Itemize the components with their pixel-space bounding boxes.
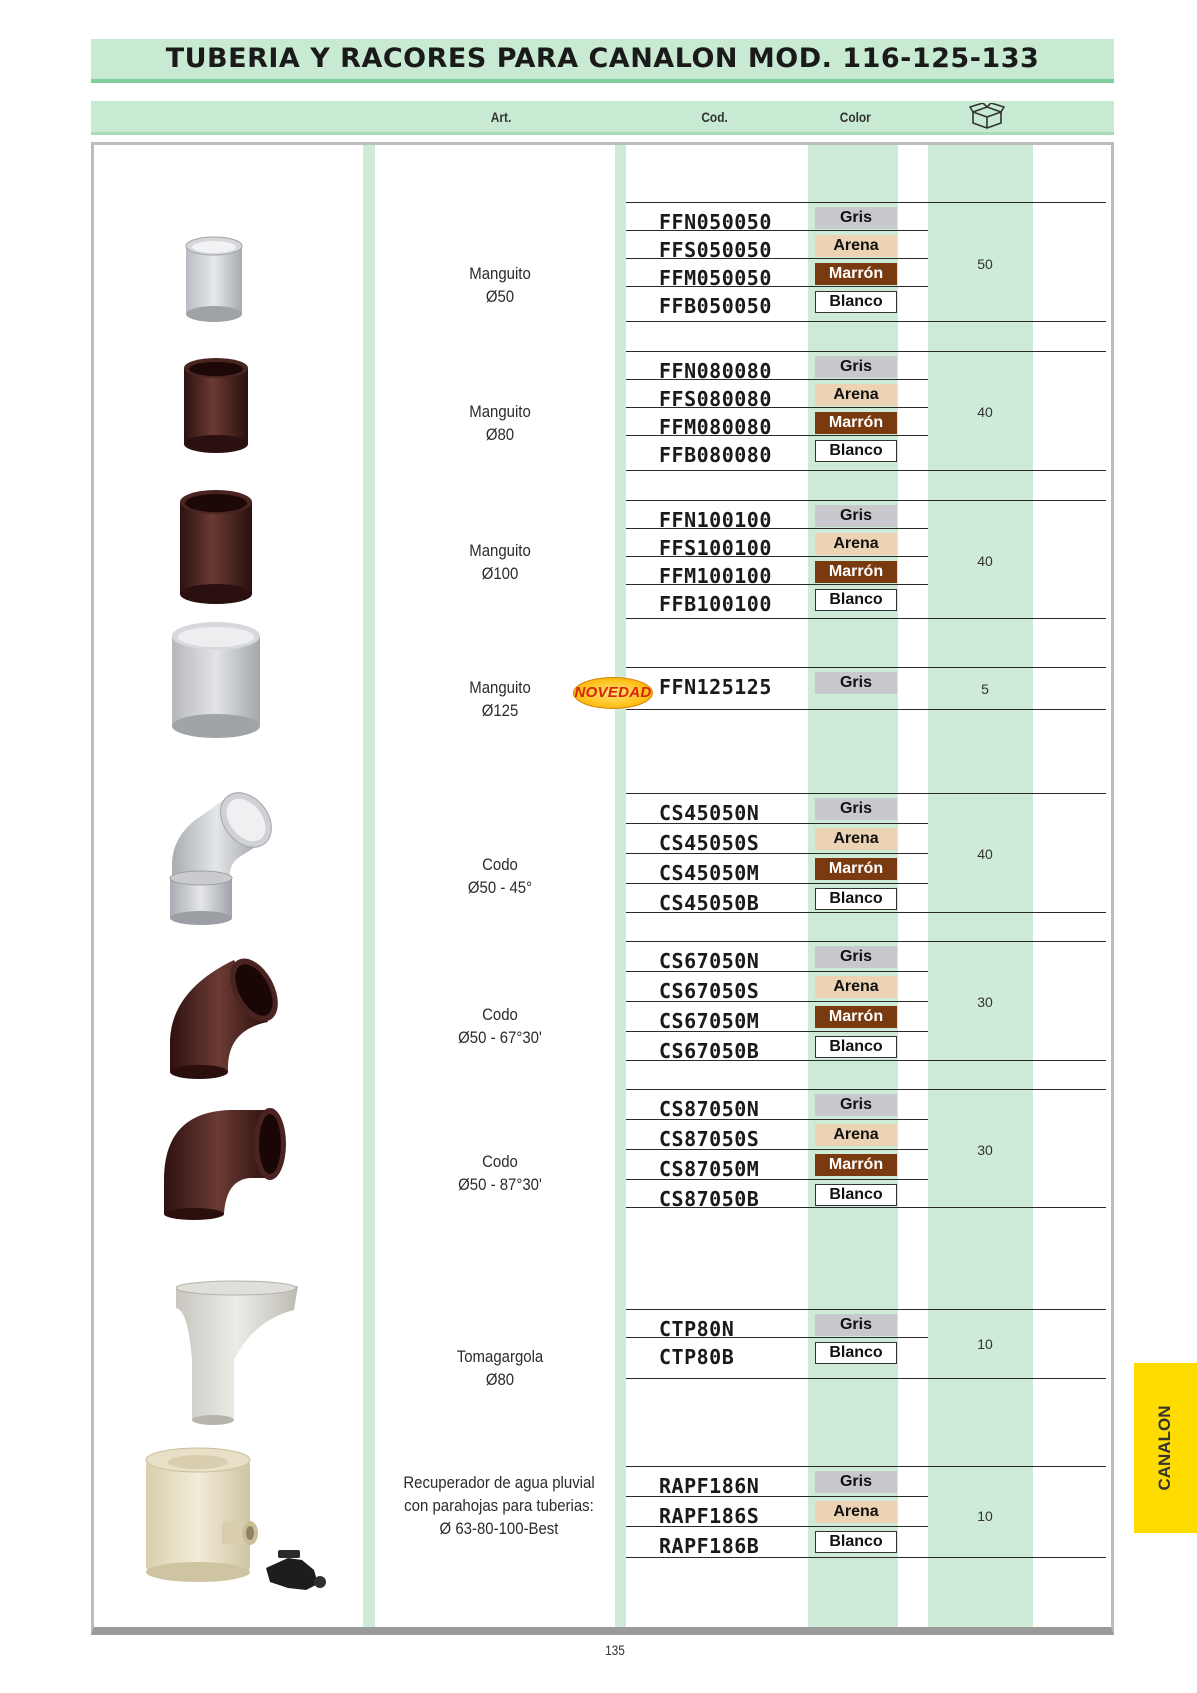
product-code: FFN125125 (659, 675, 772, 699)
article-line: Ø80 (485, 1370, 515, 1389)
novedad-badge: NOVEDAD (573, 677, 653, 709)
color-badge: Gris (815, 1094, 897, 1116)
color-badge: Arena (815, 1501, 897, 1523)
row-rule (626, 286, 928, 287)
page-number: 135 (605, 1642, 625, 1658)
product-code: CTP80N (659, 1317, 735, 1341)
row-rule (626, 1031, 928, 1032)
product-code: CTP80B (659, 1345, 735, 1369)
product-code: FFB050050 (659, 294, 772, 318)
article-line: Ø50 - 45° (467, 878, 533, 897)
product-code: FFM050050 (659, 266, 772, 290)
table-header (91, 101, 1114, 135)
header-cod: Cod. (701, 109, 728, 125)
title-band (91, 39, 1114, 83)
recuperador-image (142, 1446, 334, 1596)
article-line: Ø125 (481, 701, 519, 720)
product-code: FFM100100 (659, 564, 772, 588)
group-rule-bottom (626, 470, 1106, 471)
group-rule-bottom (626, 1378, 1106, 1379)
product-code: FFS080080 (659, 387, 772, 411)
product-code: CS87050N (659, 1097, 760, 1121)
color-badge: Blanco (815, 589, 897, 611)
product-code: CS45050B (659, 891, 760, 915)
color-badge: Gris (815, 1314, 897, 1336)
color-badge: Gris (815, 505, 897, 527)
row-rule (626, 823, 928, 824)
article-line: con parahojas para tuberias: (404, 1496, 594, 1515)
product-code: CS45050S (659, 831, 760, 855)
article-line: Codo (482, 1005, 518, 1024)
row-rule (626, 1496, 928, 1497)
page-title: TUBERIA Y RACORES PARA CANALON MOD. 116-125-133 (165, 43, 1040, 74)
color-badge: Marrón (815, 263, 897, 285)
color-badge: Marrón (815, 1006, 897, 1028)
product-code: CS87050B (659, 1187, 760, 1211)
color-badge: Blanco (815, 440, 897, 462)
article-name (430, 1003, 571, 1049)
product-code: CS45050M (659, 861, 760, 885)
pack-quantity: 5 (981, 681, 989, 697)
color-badge: Blanco (815, 1531, 897, 1553)
stripe (615, 145, 626, 1627)
article-line: Ø 63-80-100-Best (439, 1519, 559, 1538)
color-badge: Blanco (815, 1184, 897, 1206)
manguito-100-image (176, 488, 256, 606)
product-code: RAPF186B (659, 1534, 760, 1558)
product-code: FFN050050 (659, 210, 772, 234)
row-rule (626, 584, 928, 585)
article-line: Manguito (469, 264, 531, 283)
color-badge: Blanco (815, 888, 897, 910)
article-name (401, 1471, 596, 1540)
color-badge: Arena (815, 384, 897, 406)
product-code: FFB100100 (659, 592, 772, 616)
row-rule (626, 258, 928, 259)
product-code: CS87050M (659, 1157, 760, 1181)
group-rule-top (626, 941, 1106, 942)
row-rule (626, 435, 928, 436)
pack-quantity: 10 (977, 1508, 993, 1524)
color-badge: Arena (815, 1124, 897, 1146)
article-line: Ø50 - 67°30' (458, 1028, 542, 1047)
row-rule (626, 1179, 928, 1180)
color-badge: Marrón (815, 412, 897, 434)
row-rule (626, 971, 928, 972)
article-line: Ø80 (485, 425, 515, 444)
color-badge: Arena (815, 976, 897, 998)
article-name (430, 539, 571, 585)
row-rule (626, 407, 928, 408)
product-code: CS67050S (659, 979, 760, 1003)
group-rule-top (626, 1309, 1106, 1310)
product-code: CS87050S (659, 1127, 760, 1151)
tomagargola-image (174, 1280, 304, 1430)
stripe (363, 145, 375, 1627)
article-line: Ø100 (481, 564, 519, 583)
codo-87-image (160, 1100, 288, 1220)
color-badge: Arena (815, 235, 897, 257)
color-badge: Marrón (815, 1154, 897, 1176)
product-code: RAPF186N (659, 1474, 760, 1498)
color-badge: Arena (815, 533, 897, 555)
color-badge: Marrón (815, 561, 897, 583)
pack-quantity: 30 (977, 1142, 993, 1158)
product-code: FFB080080 (659, 443, 772, 467)
row-rule (626, 230, 928, 231)
qty-column-stripe (928, 145, 1033, 1627)
product-code: CS67050N (659, 949, 760, 973)
product-code: FFN080080 (659, 359, 772, 383)
group-rule-bottom (626, 618, 1106, 619)
color-badge: Gris (815, 356, 897, 378)
product-code: CS45050N (659, 801, 760, 825)
group-rule-top (626, 500, 1106, 501)
header-art: Art. (490, 109, 512, 125)
row-rule (626, 379, 928, 380)
manguito-125-image (168, 620, 264, 740)
header-color: Color (839, 109, 871, 125)
box-icon (969, 103, 1005, 131)
product-code: FFS100100 (659, 536, 772, 560)
pack-quantity: 10 (977, 1336, 993, 1352)
row-rule (626, 1149, 928, 1150)
group-rule-top (626, 202, 1106, 203)
article-line: Recuperador de agua pluvial (403, 1473, 595, 1492)
article-name (430, 262, 571, 308)
group-rule-top (626, 1466, 1106, 1467)
article-line: Manguito (469, 541, 531, 560)
group-rule-top (626, 667, 1106, 668)
codo-45-image (164, 782, 282, 926)
article-name (430, 1150, 571, 1196)
group-rule-top (626, 1089, 1106, 1090)
article-name (430, 1345, 571, 1391)
color-badge: Gris (815, 946, 897, 968)
pack-quantity: 50 (977, 256, 993, 272)
article-line: Codo (482, 1152, 518, 1171)
group-rule-bottom (626, 709, 1106, 710)
group-rule-top (626, 351, 1106, 352)
color-badge: Gris (815, 207, 897, 229)
row-rule (626, 528, 928, 529)
color-badge: Blanco (815, 1342, 897, 1364)
article-line: Manguito (469, 678, 531, 697)
color-badge: Blanco (815, 291, 897, 313)
group-rule-bottom (626, 321, 1106, 322)
color-badge: Arena (815, 828, 897, 850)
row-rule (626, 1526, 928, 1527)
article-name (430, 853, 571, 899)
article-line: Ø50 - 87°30' (458, 1175, 542, 1194)
article-name (430, 400, 571, 446)
row-rule (626, 883, 928, 884)
manguito-80-image (180, 356, 252, 456)
article-line: Ø50 (485, 287, 515, 306)
article-line: Manguito (469, 402, 531, 421)
pack-quantity: 40 (977, 846, 993, 862)
color-badge: Marrón (815, 858, 897, 880)
row-rule (626, 556, 928, 557)
product-code: FFN100100 (659, 508, 772, 532)
row-rule (626, 1119, 928, 1120)
color-badge: Blanco (815, 1036, 897, 1058)
section-tab[interactable] (1134, 1363, 1197, 1533)
pack-quantity: 40 (977, 553, 993, 569)
row-rule (626, 853, 928, 854)
article-line: Codo (482, 855, 518, 874)
pack-quantity: 30 (977, 994, 993, 1010)
row-rule (626, 1337, 928, 1338)
section-tab-label: CANALON (1155, 1405, 1174, 1491)
color-badge: Gris (815, 1471, 897, 1493)
product-code: CS67050M (659, 1009, 760, 1033)
codo-67-image (164, 950, 284, 1080)
group-rule-top (626, 793, 1106, 794)
product-code: FFM080080 (659, 415, 772, 439)
product-code: FFS050050 (659, 238, 772, 262)
row-rule (626, 1001, 928, 1002)
article-name (430, 676, 571, 722)
pack-quantity: 40 (977, 404, 993, 420)
color-badge: Gris (815, 672, 897, 694)
product-code: RAPF186S (659, 1504, 760, 1528)
color-badge: Gris (815, 798, 897, 820)
article-line: Tomagargola (456, 1347, 544, 1366)
product-code: CS67050B (659, 1039, 760, 1063)
manguito-50-image (180, 236, 250, 324)
